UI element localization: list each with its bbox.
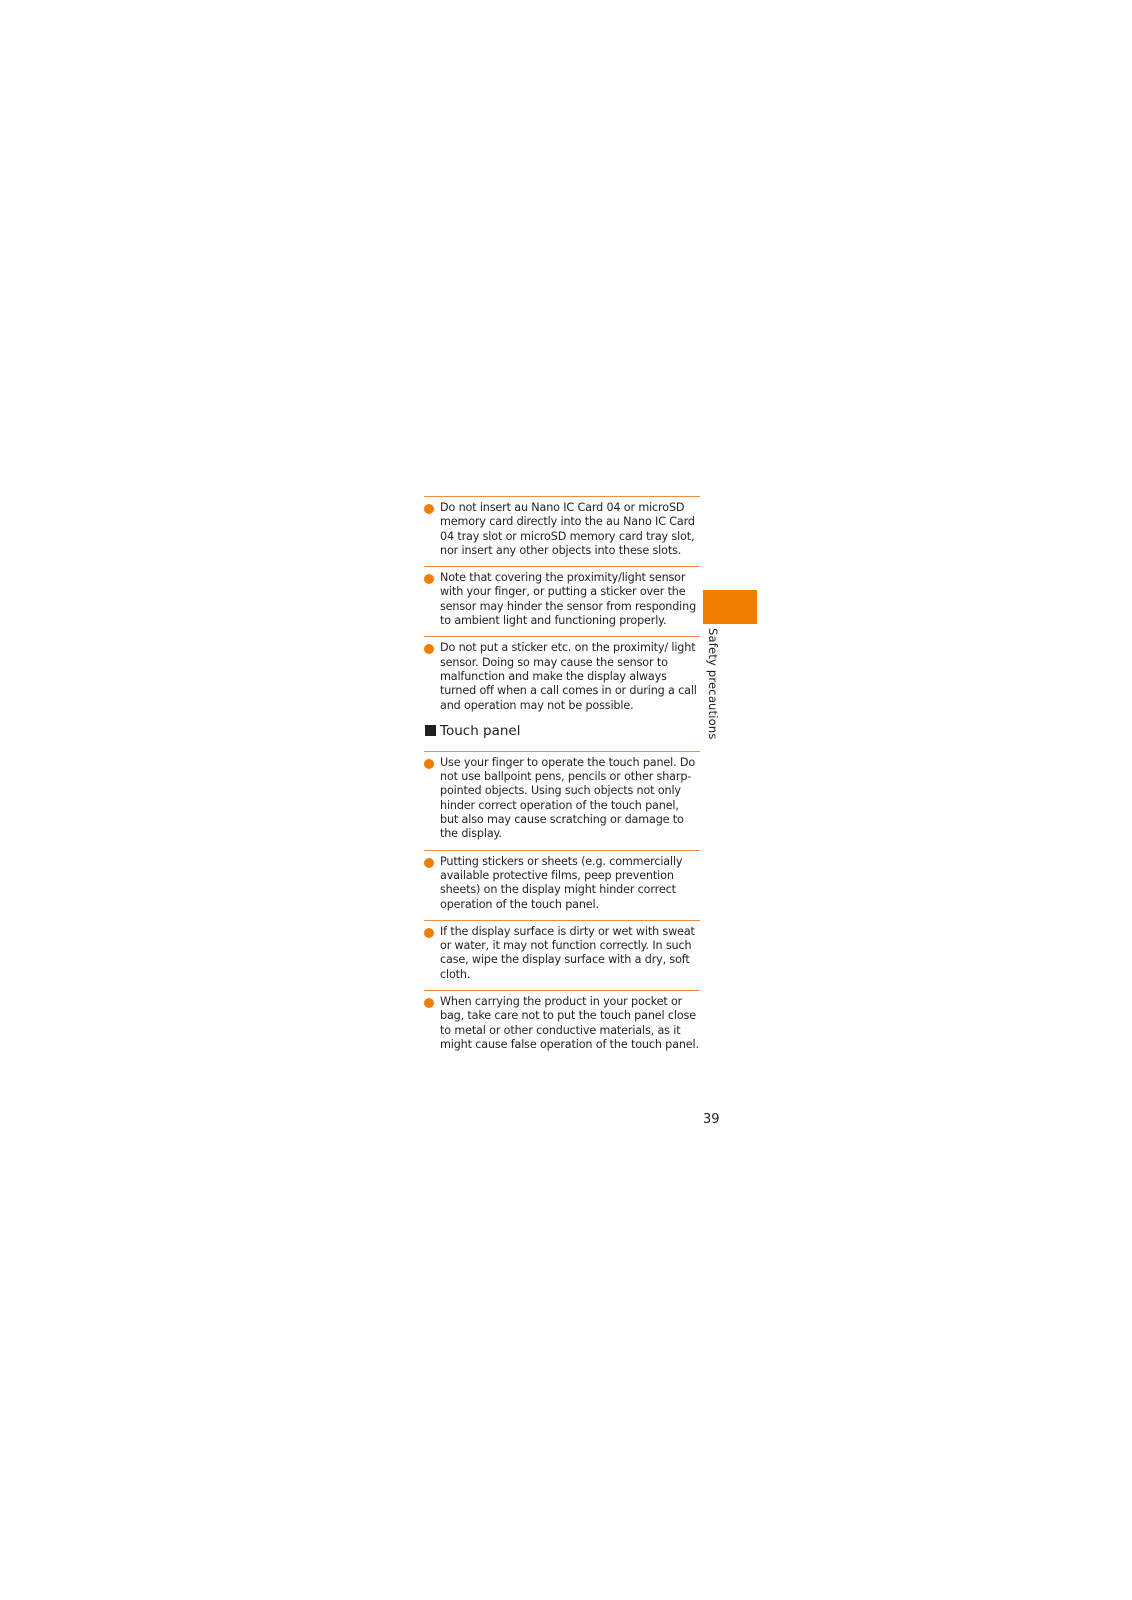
page-content bbox=[424, 496, 700, 1056]
caution-text: Do not put a sticker etc. on the proximity/ light sensor. Doing so may cause the sensor to malfunction and make the display always turned off when a call comes in or during a call and operation may not be possible. bbox=[440, 641, 697, 712]
section-tab-marker bbox=[703, 590, 757, 624]
section-heading-touch-panel bbox=[424, 721, 700, 751]
caution-item bbox=[424, 636, 700, 720]
orange-bullet-icon bbox=[424, 574, 434, 584]
section-heading-text: Touch panel bbox=[440, 722, 521, 739]
caution-item bbox=[424, 496, 700, 566]
caution-text: Do not insert au Nano IC Card 04 or microSD memory card directly into the au Nano IC Card 04 tray slot or microSD memory card tray slot, nor insert any other objects into these slots. bbox=[440, 501, 695, 557]
orange-bullet-icon bbox=[424, 644, 434, 654]
caution-text: Note that covering the proximity/light sensor with your finger, or putting a sticker over the sensor may hinder the sensor from responding to ambient light and functioning properly. bbox=[440, 571, 697, 628]
caution-text: Putting stickers or sheets (e.g. commercially available protective films, peep prevention sheets) on the display might hinder correct operation of the touch panel. bbox=[440, 854, 683, 911]
caution-item bbox=[424, 920, 700, 990]
section-tab-label: Safety precautions bbox=[706, 628, 720, 740]
black-square-icon bbox=[425, 725, 436, 736]
caution-text: If the display surface is dirty or wet with sweat or water, it may not function correctly. In such case, wipe the display surface with a dry, soft cloth. bbox=[440, 924, 695, 981]
caution-item bbox=[424, 850, 700, 920]
page-number: 39 bbox=[703, 1112, 720, 1127]
caution-item bbox=[424, 990, 700, 1056]
caution-item bbox=[424, 566, 700, 636]
orange-bullet-icon bbox=[424, 928, 434, 938]
caution-text: Use your finger to operate the touch panel. Do not use ballpoint pens, pencils or other sharp-pointed objects. Using such objects not only hinder correct operation of the touch panel, but also may cause scratching or damage to the display. bbox=[440, 755, 696, 841]
orange-bullet-icon bbox=[424, 504, 434, 514]
orange-bullet-icon bbox=[424, 858, 434, 868]
caution-item bbox=[424, 751, 700, 850]
caution-text: When carrying the product in your pocket or bag, take care not to put the touch panel close to metal or other conductive materials, as it might cause false operation of the touch panel. bbox=[440, 995, 699, 1051]
orange-bullet-icon bbox=[424, 759, 434, 769]
orange-bullet-icon bbox=[424, 998, 434, 1008]
